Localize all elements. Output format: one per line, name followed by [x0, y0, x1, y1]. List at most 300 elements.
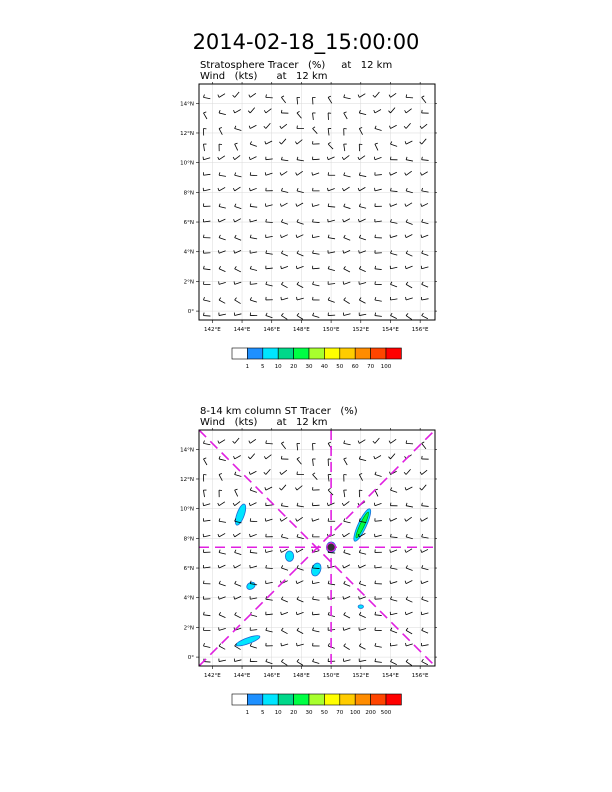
wind-barb-shaft [250, 552, 257, 553]
wind-barb-shaft [219, 459, 226, 461]
wind-barb-shaft [313, 519, 320, 521]
wind-barb-feather [235, 235, 237, 238]
wind-barb-feather [234, 565, 235, 568]
wind-barb-shaft [235, 238, 241, 241]
storm-center-marker [327, 543, 335, 551]
wind-barb-shaft [250, 503, 256, 506]
wind-barb-shaft [390, 172, 396, 175]
wind-barb-shaft [344, 238, 350, 241]
wind-barb-shaft [359, 251, 366, 253]
wind-barb-feather [344, 266, 346, 268]
wind-barb-feather [219, 456, 220, 459]
wind-barb-feather [203, 581, 204, 584]
wind-barb-feather [281, 157, 282, 160]
colorbar-label: 50 [336, 364, 344, 370]
wind-barb-shaft [328, 552, 335, 553]
colorbar-label: 5 [261, 364, 265, 370]
wind-barb-shaft [203, 144, 204, 151]
colorbar-swatch [278, 348, 293, 359]
y-tick-label: 8°N [183, 536, 194, 543]
wind-barb-shaft [375, 438, 380, 443]
wind-barb-feather [219, 612, 221, 615]
wind-barb-shaft [250, 238, 257, 239]
wind-barb-feather [235, 472, 236, 475]
wind-barb-shaft [203, 615, 210, 616]
wind-barb-feather [250, 297, 251, 300]
wind-barb-shaft [375, 521, 382, 522]
wind-barb-feather [296, 550, 297, 553]
wind-barb-feather [203, 612, 204, 615]
wind-barb-shaft [313, 173, 320, 175]
wind-barb-shaft [281, 235, 287, 238]
wind-barb-feather [296, 266, 297, 269]
colorbar-swatch [263, 348, 278, 359]
wind-barb-shaft [422, 599, 429, 601]
colorbar-swatch [371, 694, 386, 705]
wind-barb-shaft [219, 206, 226, 208]
wind-barb-feather [406, 282, 408, 284]
wind-barb-feather [328, 442, 331, 443]
wind-barb-feather [406, 503, 407, 506]
wind-barb-feather [233, 188, 234, 191]
wind-barb-feather [235, 550, 236, 553]
colorbar-swatch [324, 348, 339, 359]
wind-barb-feather [388, 457, 390, 459]
wind-barb-feather [327, 157, 328, 160]
wind-barb-shaft [235, 92, 240, 97]
wind-barb-shaft [406, 109, 412, 113]
wind-barb-shaft [313, 630, 320, 632]
wind-barb-feather [235, 612, 237, 614]
wind-barb-feather [296, 612, 297, 615]
wind-barb-feather [296, 204, 297, 207]
wind-barb-feather [203, 266, 204, 269]
wind-barb-feather [218, 219, 219, 222]
wind-barb-feather [297, 565, 298, 568]
wind-barb-feather [375, 281, 376, 284]
wind-barb-shaft [344, 113, 348, 119]
wind-barb-shaft [422, 485, 427, 490]
wind-barb-shaft [203, 269, 210, 270]
wind-barb-shaft [375, 189, 382, 191]
wind-barb-feather [421, 550, 422, 553]
wind-barb-feather [297, 534, 298, 537]
colorbar-label: 20 [290, 364, 298, 370]
wind-barb-feather [405, 266, 406, 269]
wind-barb-feather [359, 128, 362, 129]
wind-barb-shaft [359, 584, 366, 586]
x-tick-label: 144°E [233, 673, 251, 679]
y-tick-label: 6°N [183, 566, 194, 573]
wind-barb-shaft [266, 487, 272, 490]
wind-barb-feather [422, 110, 423, 113]
colorbar-swatch [355, 694, 370, 705]
wind-barb-feather [219, 550, 220, 553]
wind-barb-feather [405, 235, 406, 238]
wind-barb-feather [235, 126, 236, 129]
wind-barb-feather [266, 250, 267, 253]
wind-barb-shaft [406, 222, 413, 224]
wind-barb-shaft [313, 268, 320, 269]
wind-barb-shaft [219, 238, 226, 240]
wind-barb-shaft [375, 269, 382, 270]
wind-barb-shaft [359, 219, 365, 222]
wind-barb-shaft [235, 300, 241, 304]
wind-barb-feather [422, 628, 424, 631]
wind-barb-feather [281, 110, 282, 113]
wind-barb-feather [327, 503, 328, 506]
wind-barb-feather [406, 188, 407, 191]
wind-barb-shaft [422, 222, 429, 224]
wind-barb-shaft [235, 533, 241, 537]
tracer-contour [358, 605, 363, 609]
y-tick-label: 12°N [180, 476, 194, 483]
wind-barb-feather [406, 313, 408, 315]
colorbar-label: 100 [349, 710, 361, 716]
wind-barb-shaft [375, 475, 382, 477]
wind-barb-feather [373, 95, 375, 97]
wind-barb-shaft [344, 97, 351, 98]
wind-barb-feather [203, 235, 204, 238]
wind-barb-shaft [219, 314, 226, 315]
wind-barb-feather [328, 204, 329, 207]
wind-barb-shaft [250, 454, 255, 459]
wind-barb-feather [235, 204, 236, 207]
wind-barb-shaft [422, 284, 428, 287]
wind-barb-feather [250, 172, 251, 175]
wind-barb-shaft [297, 316, 303, 320]
wind-barb-shaft [375, 129, 382, 131]
wind-barb-shaft [297, 235, 303, 238]
wind-barb-feather [250, 266, 251, 269]
wind-barb-shaft [390, 537, 397, 538]
colorbar-swatch [278, 694, 293, 705]
wind-barb-shaft [313, 568, 320, 569]
wind-barb-feather [279, 142, 281, 144]
wind-barb-feather [280, 204, 281, 207]
wind-barb-feather [312, 172, 313, 175]
wind-barb-feather [233, 95, 235, 97]
wind-barb-shaft [297, 298, 304, 300]
wind-barb-shaft [344, 443, 351, 444]
wind-barb-shaft [297, 599, 303, 602]
wind-barb-feather [359, 581, 360, 584]
wind-barb-shaft [313, 253, 320, 254]
wind-barb-shaft [219, 156, 225, 160]
wind-barb-shaft [281, 568, 288, 570]
wind-barb-feather [328, 643, 329, 646]
x-tick-label: 148°E [293, 673, 310, 679]
wind-barb-feather [281, 282, 283, 284]
top-panel-subtitle-2: Wind (kts) at 12 km [200, 71, 328, 82]
wind-barb-feather [422, 282, 424, 285]
wind-barb-feather [328, 188, 329, 191]
wind-barb-shaft [422, 253, 429, 255]
y-tick-label: 14°N [180, 447, 194, 454]
wind-barb-shaft [203, 158, 210, 160]
wind-barb-shaft [390, 550, 397, 553]
wind-barb-shaft [250, 615, 257, 617]
wind-barb-shaft [328, 300, 335, 302]
wind-barb-feather [250, 643, 251, 646]
wind-barb-shaft [297, 203, 303, 206]
wind-barb-feather [203, 297, 204, 300]
wind-barb-shaft [422, 568, 429, 570]
wind-barb-feather [250, 550, 251, 553]
wind-barb-feather [234, 219, 235, 222]
wind-barb-shaft [359, 238, 366, 240]
wind-barb-shaft [266, 469, 271, 474]
wind-barb-shaft [422, 124, 427, 128]
wind-barb-shaft [359, 628, 366, 630]
wind-barb-shaft [219, 615, 225, 618]
wind-barb-shaft [297, 517, 303, 521]
wind-barb-feather [218, 565, 219, 568]
wind-barb-feather [250, 141, 251, 144]
wind-barb-shaft [235, 660, 242, 662]
wind-barb-feather [406, 628, 408, 630]
wind-barb-shaft [390, 454, 395, 459]
colorbar-swatch [340, 694, 355, 705]
wind-barb-shaft [235, 282, 242, 284]
wind-barb-feather [359, 474, 362, 475]
wind-barb-shaft [390, 236, 397, 238]
colorbar-label: 40 [320, 364, 328, 370]
wind-barb-feather [203, 95, 204, 98]
wind-barb-feather [421, 581, 422, 584]
wind-barb-feather [297, 659, 299, 661]
wind-barb-shaft [219, 502, 225, 506]
wind-barb-shaft [281, 506, 288, 507]
wind-barb-feather [422, 313, 424, 315]
wind-barb-shaft [359, 187, 365, 191]
wind-barb-shaft [344, 646, 350, 650]
wind-barb-feather [266, 659, 267, 662]
wind-barb-feather [249, 95, 250, 98]
wind-barb-feather [219, 204, 220, 207]
wind-barb-feather [359, 456, 360, 459]
wind-barb-shaft [422, 506, 429, 507]
wind-barb-shaft [297, 160, 304, 161]
tracer-contour [235, 634, 261, 648]
wind-barb-feather [203, 441, 204, 444]
y-tick-label: 10°N [180, 160, 194, 167]
wind-barb-feather [297, 628, 299, 630]
wind-barb-feather [219, 266, 221, 269]
wind-barb-feather [234, 110, 235, 113]
wind-barb-feather [250, 518, 251, 521]
wind-barb-feather [281, 659, 283, 661]
wind-barb-shaft [219, 440, 225, 444]
wind-barb-shaft [250, 439, 256, 443]
wind-barb-shaft [281, 253, 287, 256]
wind-barb-feather [280, 550, 281, 553]
wind-barb-shaft [297, 253, 303, 256]
colorbar-swatch [294, 694, 309, 705]
wind-barb-feather [313, 596, 314, 599]
wind-barb-shaft [359, 206, 366, 208]
wind-barb-shaft [328, 475, 329, 482]
wind-barb-feather [313, 628, 314, 631]
wind-barb-feather [405, 550, 406, 553]
wind-barb-shaft [328, 269, 335, 271]
wind-barb-shaft [344, 584, 350, 587]
colorbar-label: 30 [305, 364, 313, 370]
wind-barb-feather [375, 472, 376, 475]
wind-barb-shaft [328, 188, 335, 190]
wind-barb-feather [344, 518, 345, 521]
colorbar-swatch [309, 348, 324, 359]
wind-barb-feather [328, 266, 329, 269]
wind-barb-feather [344, 204, 345, 207]
wind-barb-shaft [390, 253, 397, 255]
wind-barb-shaft [203, 520, 210, 521]
wind-barb-feather [374, 456, 375, 459]
wind-barb-feather [328, 581, 329, 584]
wind-barb-shaft [235, 314, 242, 316]
wind-barb-shaft [250, 144, 257, 146]
wind-barb-shaft [235, 206, 242, 208]
wind-barb-shaft [375, 646, 382, 647]
wind-barb-shaft [375, 175, 382, 176]
wind-barb-feather [219, 235, 220, 238]
wind-barb-feather [250, 188, 251, 191]
wind-barb-feather [375, 143, 378, 144]
wind-barb-shaft [422, 97, 426, 103]
y-tick-label: 0° [187, 309, 194, 316]
wind-barb-feather [358, 219, 359, 222]
wind-barb-shaft [219, 475, 222, 481]
wind-barb-shaft [297, 459, 302, 464]
wind-barb-shaft [422, 581, 429, 583]
y-tick-label: 0° [187, 655, 194, 662]
y-tick-label: 10°N [180, 506, 194, 513]
wind-barb-shaft [203, 174, 210, 175]
wind-barb-shaft [281, 630, 287, 633]
wind-barb-shaft [281, 443, 285, 449]
wind-barb-feather [328, 142, 330, 144]
wind-barb-shaft [406, 517, 412, 521]
wind-barb-shaft [406, 160, 413, 161]
wind-barb-feather [218, 534, 219, 537]
wind-barb-shaft [406, 316, 412, 320]
wind-barb-shaft [313, 222, 320, 223]
wind-barb-feather [344, 235, 346, 238]
wind-barb-shaft [344, 282, 351, 284]
wind-barb-shaft [250, 125, 256, 128]
wind-barb-shaft [281, 97, 285, 103]
wind-barb-shaft [390, 490, 397, 492]
wind-barb-shaft [406, 506, 413, 507]
wind-barb-shaft [250, 220, 257, 222]
wind-barb-shaft [406, 487, 412, 490]
wind-barb-feather [219, 474, 222, 475]
wind-barb-shaft [313, 614, 320, 615]
wind-barb-feather [375, 627, 376, 630]
wind-barb-feather [280, 472, 282, 475]
wind-barb-shaft [390, 599, 397, 601]
wind-barb-shaft [422, 613, 429, 615]
wind-barb-shaft [235, 144, 238, 150]
wind-barb-feather [358, 188, 359, 191]
wind-barb-feather [265, 172, 266, 175]
wind-barb-feather [280, 173, 281, 176]
wind-barb-shaft [250, 490, 257, 492]
x-tick-label: 156°E [411, 673, 429, 679]
wind-barb-shaft [313, 284, 320, 286]
wind-barb-shaft [313, 662, 320, 664]
wind-barb-feather [248, 457, 250, 459]
wind-barb-shaft [266, 443, 273, 444]
wind-barb-shaft [344, 144, 345, 151]
wind-barb-shaft [406, 630, 412, 633]
wind-barb-feather [281, 456, 282, 459]
colorbar-label: 500 [380, 710, 392, 716]
y-tick-label: 12°N [180, 130, 194, 137]
wind-barb-feather [343, 627, 344, 630]
wind-barb-feather [344, 112, 347, 113]
wind-barb-shaft [422, 191, 429, 192]
wind-barb-shaft [375, 92, 380, 97]
wind-barb-feather [328, 488, 330, 490]
wind-barb-shaft [406, 123, 411, 128]
wind-barb-shaft [297, 266, 304, 268]
wind-barb-shaft [375, 503, 382, 505]
wind-barb-shaft [390, 518, 396, 521]
wind-barb-shaft [422, 645, 429, 646]
wind-barb-feather [264, 110, 265, 113]
wind-barb-shaft [250, 566, 257, 568]
wind-barb-shaft [250, 300, 257, 302]
bottom-panel-subtitle-2: Wind (kts) at 12 km [200, 417, 328, 428]
wind-barb-feather [388, 111, 390, 113]
wind-barb-feather [281, 266, 282, 269]
wind-barb-shaft [235, 646, 241, 650]
wind-barb-feather [375, 297, 376, 300]
wind-barb-feather [219, 172, 220, 175]
wind-barb-shaft [344, 219, 350, 222]
wind-barb-feather [375, 659, 376, 662]
wind-barb-feather [296, 581, 297, 584]
wind-barb-feather [342, 157, 343, 160]
wind-barb-feather [235, 489, 238, 490]
wind-barb-shaft [406, 253, 412, 256]
wind-barb-feather [296, 519, 297, 522]
wind-barb-feather [266, 628, 267, 631]
wind-barb-feather [406, 534, 407, 537]
wind-barb-feather [295, 488, 297, 491]
wind-barb-shaft [422, 549, 428, 552]
x-tick-label: 146°E [263, 673, 281, 679]
wind-barb-shaft [359, 597, 366, 599]
wind-barb-feather [203, 112, 206, 113]
wind-barb-shaft [359, 314, 366, 315]
wind-barb-feather [422, 157, 423, 160]
wind-barb-shaft [313, 113, 314, 120]
wind-barb-shaft [219, 646, 225, 649]
wind-barb-feather [406, 565, 407, 568]
colorbar-swatch [247, 348, 262, 359]
wind-barb-feather [219, 581, 220, 584]
wind-barb-feather [359, 596, 360, 599]
wind-barb-shaft [235, 187, 241, 191]
wind-barb-feather [266, 94, 267, 97]
wind-barb-shaft [219, 129, 222, 135]
x-tick-label: 152°E [352, 673, 370, 679]
wind-barb-shaft [281, 517, 287, 521]
wind-barb-shaft [235, 475, 242, 477]
wind-barb-feather [344, 644, 346, 646]
